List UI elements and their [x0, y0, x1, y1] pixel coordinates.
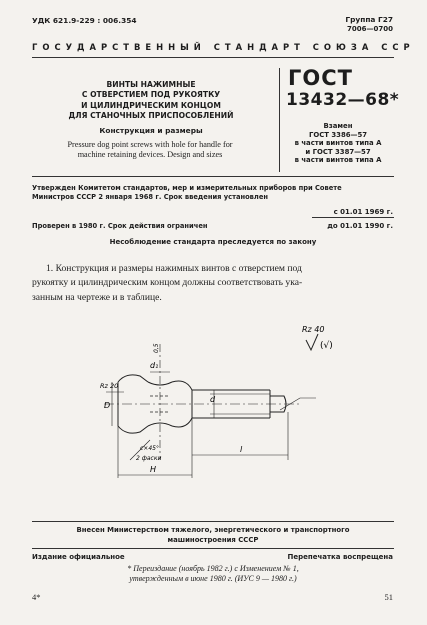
title-ru-line: И ЦИЛИНДРИЧЕСКИМ КОНЦОМ: [81, 100, 221, 110]
roughness-check: [306, 334, 318, 350]
dim-2fask-label: 2 фаски: [136, 455, 162, 462]
page-number: 51: [384, 592, 393, 602]
title-subtitle: Конструкция и размеры: [99, 126, 203, 135]
footer-top-rule: [32, 521, 394, 522]
roughness-paren: (√): [320, 341, 333, 351]
udc-code: УДК 621.9-229 : 006.354: [32, 16, 137, 25]
official-edition: Издание официальное: [32, 553, 125, 561]
dim-H-label: H: [150, 465, 157, 474]
reprint-forbidden: Перепечатка воспрещена: [287, 553, 393, 561]
technical-drawing: [0, 310, 427, 510]
title-ru-line: С ОТВЕРСТИЕМ ПОД РУКОЯТКУ: [81, 90, 221, 100]
replaced-line: в части винтов типа А: [294, 156, 382, 165]
replaced-line: ГОСТ 3386—57: [308, 130, 368, 139]
replaced-block: [282, 122, 394, 165]
title-separator: [279, 68, 280, 172]
dim-d-label: d: [210, 395, 216, 404]
replaced-line: и ГОСТ 3387—57: [305, 147, 371, 156]
checked-line: Проверен в 1980 г. Срок действия ограничен: [32, 222, 208, 230]
title-en-line: Pressure dog point screws with hole for handle for: [67, 140, 233, 149]
approval-line-1: Утвержден Комитетом стандартов, мер и измерительных приборов при Совете: [32, 184, 342, 192]
note-line: * Переиздание (ноябрь 1982 г.) с Изменением № 1,: [127, 564, 299, 573]
body-line: занным на чертеже и в таблице.: [32, 291, 162, 303]
head-bottom-curve: [118, 426, 148, 433]
introduced-line: Внесен Министерством тяжелого, энергетического и транспортного: [76, 526, 350, 534]
note-line: утвержденным в июне 1980 г. (ИУС 9 — 1980 г.): [129, 574, 297, 583]
title-en-line: machine retaining devices. Design and sizes: [77, 150, 223, 159]
approval-date-1: с 01.01 1969 г.: [333, 208, 393, 216]
dim-c45-label: c×45°: [140, 445, 159, 452]
group-code: 7006—0700: [347, 25, 393, 33]
replaced-line: в части винтов типа А: [294, 139, 382, 148]
date-rule: [312, 217, 394, 218]
roughness-label: Rz 40: [302, 325, 325, 334]
reprint-note: [32, 564, 394, 584]
title-ru-line: ДЛЯ СТАНОЧНЫХ ПРИСПОСОБЛЕНИЙ: [68, 111, 234, 121]
page-left: 4*: [32, 592, 41, 602]
introduced-by: [32, 526, 394, 545]
replaced-line: Взамен: [323, 122, 353, 130]
law-warning: Несоблюдение стандарта преследуется по закону: [109, 238, 317, 246]
body-paragraph: [32, 262, 394, 305]
introduced-line: машиностроения СССР: [167, 535, 259, 544]
gost-number: 13432—68*: [286, 90, 400, 110]
dim-05-label: 0,5: [153, 343, 160, 353]
approval-date-2: до 01.01 1990 г.: [327, 222, 393, 230]
body-line: 1. Конструкция и размеры нажимных винтов с отверстием под: [46, 263, 302, 274]
rz20-label: Rz 20: [100, 382, 119, 390]
group-label: Группа Г27: [345, 15, 393, 24]
title-ru: [40, 80, 262, 122]
dim-l-label: l: [240, 445, 243, 454]
title-ru-line: ВИНТЫ НАЖИМНЫЕ: [106, 80, 196, 89]
approval-line-2: Министров СССР 2 января 1968 г. Срок введения установлен: [32, 193, 268, 201]
title-en: [20, 140, 280, 160]
title-bottom-rule: [32, 176, 394, 177]
body-line: рукоятку и цилиндрическим концом должны соответствовать ука-: [32, 277, 303, 289]
header-rule: [32, 57, 394, 58]
head-top-curve: [118, 375, 148, 382]
state-standard-title: ГОСУДАРСТВЕННЫЙ СТАНДАРТ СОЮЗА ССР: [32, 42, 415, 52]
dim-D-label: D: [104, 401, 111, 410]
dim-d1-label: d₁: [150, 361, 159, 370]
gost-label: ГОСТ: [288, 66, 353, 90]
footer-middle-rule: [32, 548, 394, 549]
